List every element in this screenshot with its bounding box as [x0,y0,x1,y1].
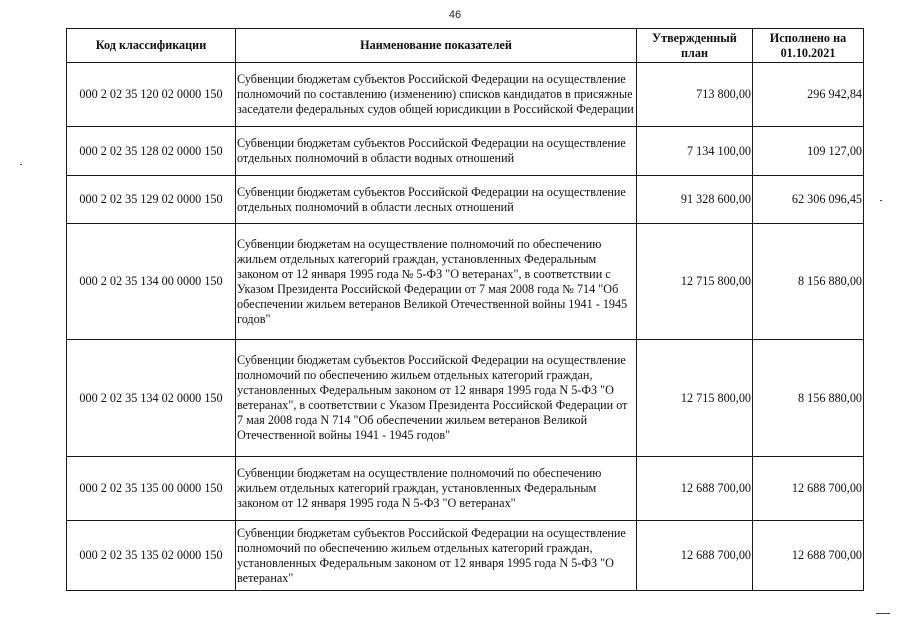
row-plan: 12 715 800,00 [637,340,753,457]
scan-mark-right [880,200,882,201]
row-plan: 12 688 700,00 [637,521,753,591]
scan-mark-bottom-right [876,613,890,614]
header-code: Код классификации [67,29,236,63]
row-code: 000 2 02 35 129 02 0000 150 [67,176,236,224]
table-row [67,224,864,340]
row-code: 000 2 02 35 134 00 0000 150 [67,224,236,340]
budget-table [66,28,864,591]
row-code: 000 2 02 35 128 02 0000 150 [67,127,236,176]
row-code: 000 2 02 35 135 02 0000 150 [67,521,236,591]
table-row [67,63,864,127]
row-executed: 62 306 096,45 [753,176,864,224]
row-name: Субвенции бюджетам субъектов Российской Федерации на осуществление отдельных полномочий в области водных отношений [236,127,637,176]
table-row [67,176,864,224]
row-plan: 713 800,00 [637,63,753,127]
page-number: 46 [448,9,462,21]
row-code: 000 2 02 35 135 00 0000 150 [67,457,236,521]
row-name: Субвенции бюджетам субъектов Российской Федерации на осуществление полномочий по обеспечению жильем отдельных категорий граждан, установленных Федеральным законом от 12 января 1995 года N 5-ФЗ "О ветеранах", в соответствии с Указом Президента Российской Федерации от 7 мая 2008 года N 714 "Об обеспечении жильем ветеранов Великой Отечественной войны 1941 - 1945 годов" [236,340,637,457]
row-executed: 12 688 700,00 [753,521,864,591]
row-name: Субвенции бюджетам субъектов Российской Федерации на осуществление полномочий по составлению (изменению) списков кандидатов в присяжные заседатели федеральных судов общей юрисдикции в Российской Федерации [236,63,637,127]
row-plan: 7 134 100,00 [637,127,753,176]
row-plan: 12 715 800,00 [637,224,753,340]
row-name: Субвенции бюджетам на осуществление полномочий по обеспечению жильем отдельных категорий граждан, установленных Федеральным законом от 12 января 1995 года № 5-ФЗ "О ветеранах", в соответствии с Указом Президента Российской Федерации от 7 мая 2008 года № 714 "Об обеспечении жильем ветеранов Великой Отечественной войны 1941 - 1945 годов" [236,224,637,340]
table-row [67,457,864,521]
header-plan: Утвержденный план [637,29,753,63]
row-code: 000 2 02 35 120 02 0000 150 [67,63,236,127]
row-name: Субвенции бюджетам субъектов Российской Федерации на осуществление отдельных полномочий в области лесных отношений [236,176,637,224]
header-executed: Исполнено на 01.10.2021 [753,29,864,63]
row-executed: 109 127,00 [753,127,864,176]
table-row [67,340,864,457]
table-row [67,521,864,591]
table-header-row [67,29,864,63]
table-row [67,127,864,176]
row-code: 000 2 02 35 134 02 0000 150 [67,340,236,457]
row-executed: 12 688 700,00 [753,457,864,521]
row-executed: 8 156 880,00 [753,340,864,457]
row-name: Субвенции бюджетам субъектов Российской Федерации на осуществление полномочий по обеспечению жильем отдельных категорий граждан, установленных Федеральным законом от 12 января 1995 года N 5-ФЗ "О ветеранах" [236,521,637,591]
row-plan: 91 328 600,00 [637,176,753,224]
row-plan: 12 688 700,00 [637,457,753,521]
row-executed: 296 942,84 [753,63,864,127]
row-name: Субвенции бюджетам на осуществление полномочий по обеспечению жильем отдельных категорий граждан, установленных Федеральным законом от 12 января 1995 года N 5-ФЗ "О ветеранах" [236,457,637,521]
scan-mark-left [20,164,22,165]
row-executed: 8 156 880,00 [753,224,864,340]
header-name: Наименование показателей [236,29,637,63]
